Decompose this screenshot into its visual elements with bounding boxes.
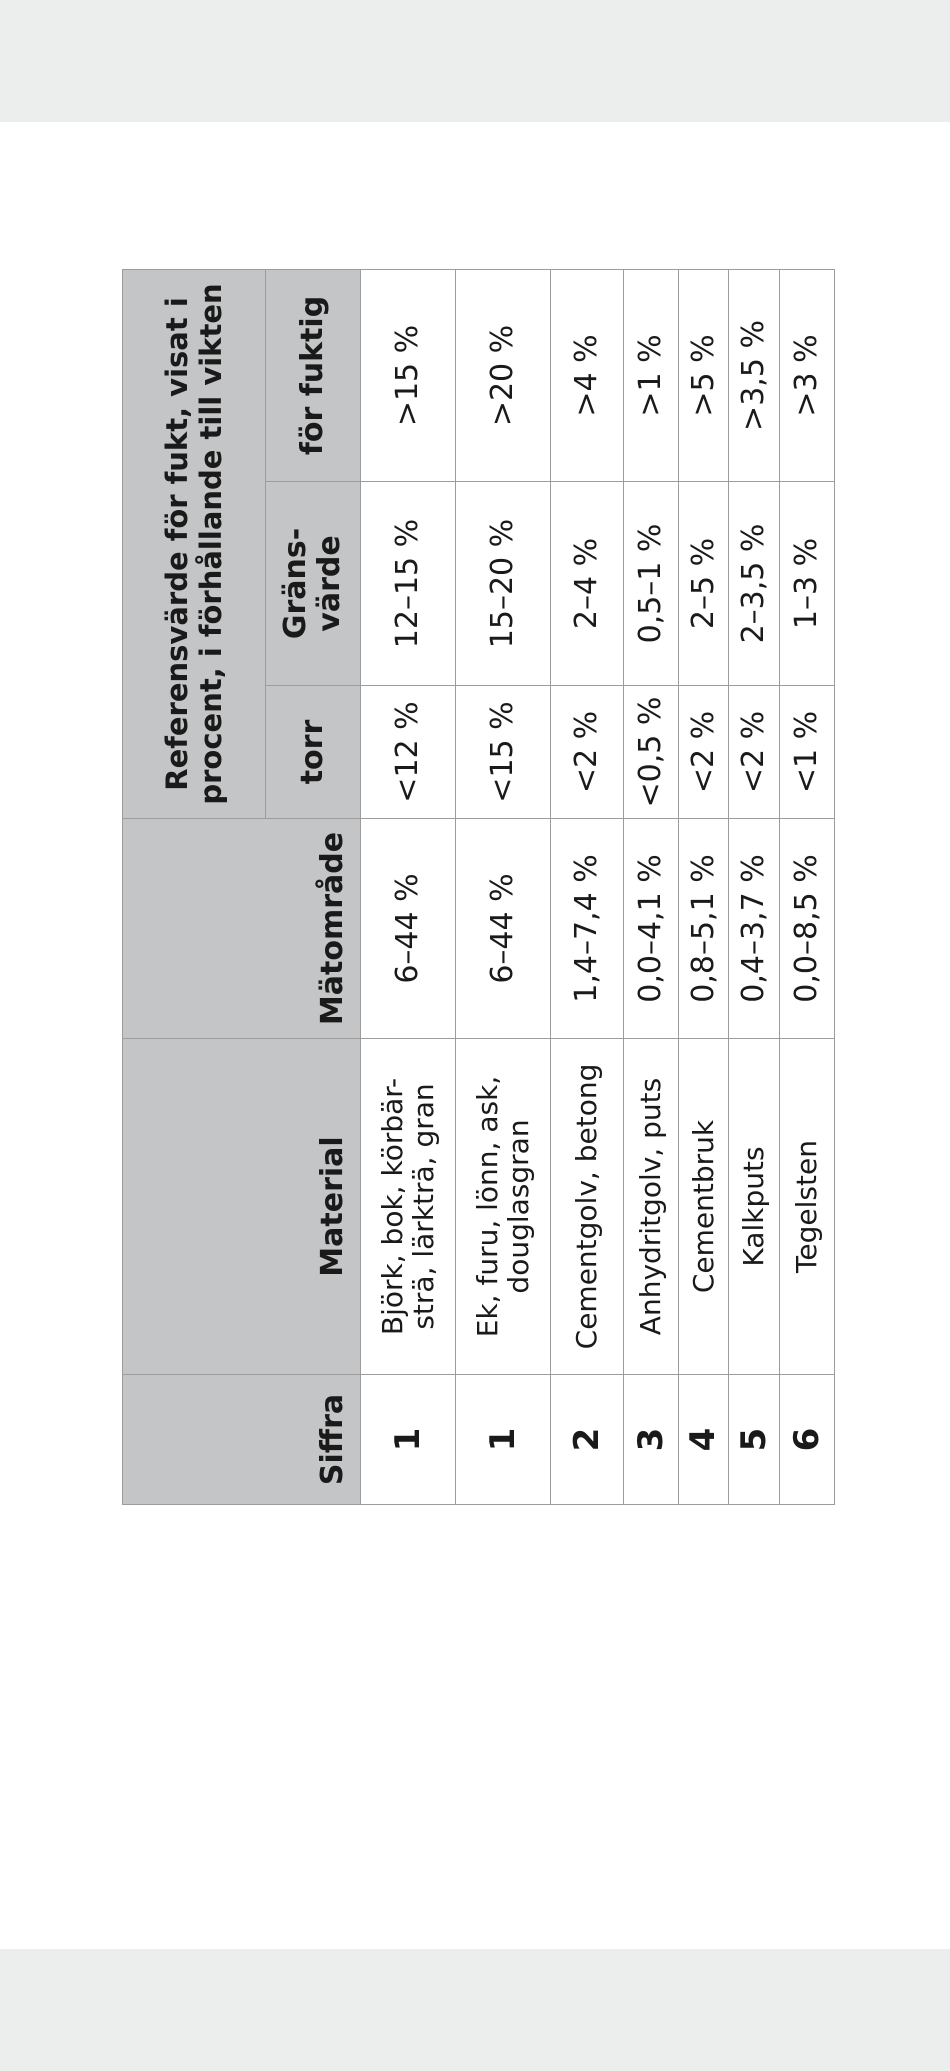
- cell-torr: <2 %: [679, 686, 729, 819]
- cell-siffra: 6: [780, 1375, 835, 1505]
- cell-torr: <2 %: [729, 686, 780, 819]
- cell-fuktig: >3 %: [780, 269, 835, 481]
- cell-material: Tegelsten: [780, 1039, 835, 1375]
- cell-material: Anhydritgolv, puts: [624, 1039, 679, 1375]
- cell-matomrade: 0,0–4,1 %: [624, 819, 679, 1039]
- cell-matomrade: 6–44 %: [456, 819, 551, 1039]
- document-page: [0, 122, 950, 1949]
- moisture-reference-table: [122, 269, 835, 1505]
- cell-fuktig: >4 %: [551, 269, 624, 481]
- cell-gransvarde: 1–3 %: [780, 482, 835, 686]
- cell-material: Ek, furu, lönn, ask, douglasgran: [456, 1039, 551, 1375]
- cell-siffra: 4: [679, 1375, 729, 1505]
- table-row: [729, 269, 780, 1504]
- cell-siffra: 3: [624, 1375, 679, 1505]
- cell-gransvarde: 2–4 %: [551, 482, 624, 686]
- header-torr: torr: [266, 686, 361, 819]
- header-reference-group: Referensvärde för fukt, visat i procent, i förhållande till vikten: [123, 269, 266, 818]
- header-material: Material: [123, 1039, 361, 1375]
- cell-gransvarde: 2–3,5 %: [729, 482, 780, 686]
- table-row: [456, 269, 551, 1504]
- cell-material: Cementbruk: [679, 1039, 729, 1375]
- cell-fuktig: >1 %: [624, 269, 679, 481]
- cell-torr: <0,5 %: [624, 686, 679, 819]
- header-gransvarde: Gräns- värde: [266, 482, 361, 686]
- table-row: [679, 269, 729, 1504]
- cell-torr: <1 %: [780, 686, 835, 819]
- table-row: [551, 269, 624, 1504]
- cell-siffra: 1: [361, 1375, 456, 1505]
- cell-fuktig: >5 %: [679, 269, 729, 481]
- cell-fuktig: >15 %: [361, 269, 456, 481]
- cell-material: Kalkputs: [729, 1039, 780, 1375]
- cell-fuktig: >20 %: [456, 269, 551, 481]
- cell-material: Björk, bok, körbär-strä, lärkträ, gran: [361, 1039, 456, 1375]
- header-siffra: Siffra: [123, 1375, 361, 1505]
- cell-matomrade: 6–44 %: [361, 819, 456, 1039]
- cell-torr: <2 %: [551, 686, 624, 819]
- cell-gransvarde: 12–15 %: [361, 482, 456, 686]
- cell-matomrade: 0,8–5,1 %: [679, 819, 729, 1039]
- cell-material: Cementgolv, betong: [551, 1039, 624, 1375]
- header-matomrade: Mätområde: [123, 819, 361, 1039]
- table-row: [624, 269, 679, 1504]
- cell-siffra: 5: [729, 1375, 780, 1505]
- table-row: [361, 269, 456, 1504]
- table-row: [780, 269, 835, 1504]
- cell-matomrade: 0,4–3,7 %: [729, 819, 780, 1039]
- rotated-table-wrapper: [122, 270, 834, 1505]
- cell-matomrade: 0,0–8,5 %: [780, 819, 835, 1039]
- cell-gransvarde: 15–20 %: [456, 482, 551, 686]
- cell-gransvarde: 2–5 %: [679, 482, 729, 686]
- cell-torr: <15 %: [456, 686, 551, 819]
- cell-matomrade: 1,4–7,4 %: [551, 819, 624, 1039]
- cell-siffra: 1: [456, 1375, 551, 1505]
- cell-gransvarde: 0,5–1 %: [624, 482, 679, 686]
- cell-torr: <12 %: [361, 686, 456, 819]
- header-fuktig: för fuktig: [266, 269, 361, 481]
- cell-fuktig: >3,5 %: [729, 269, 780, 481]
- cell-siffra: 2: [551, 1375, 624, 1505]
